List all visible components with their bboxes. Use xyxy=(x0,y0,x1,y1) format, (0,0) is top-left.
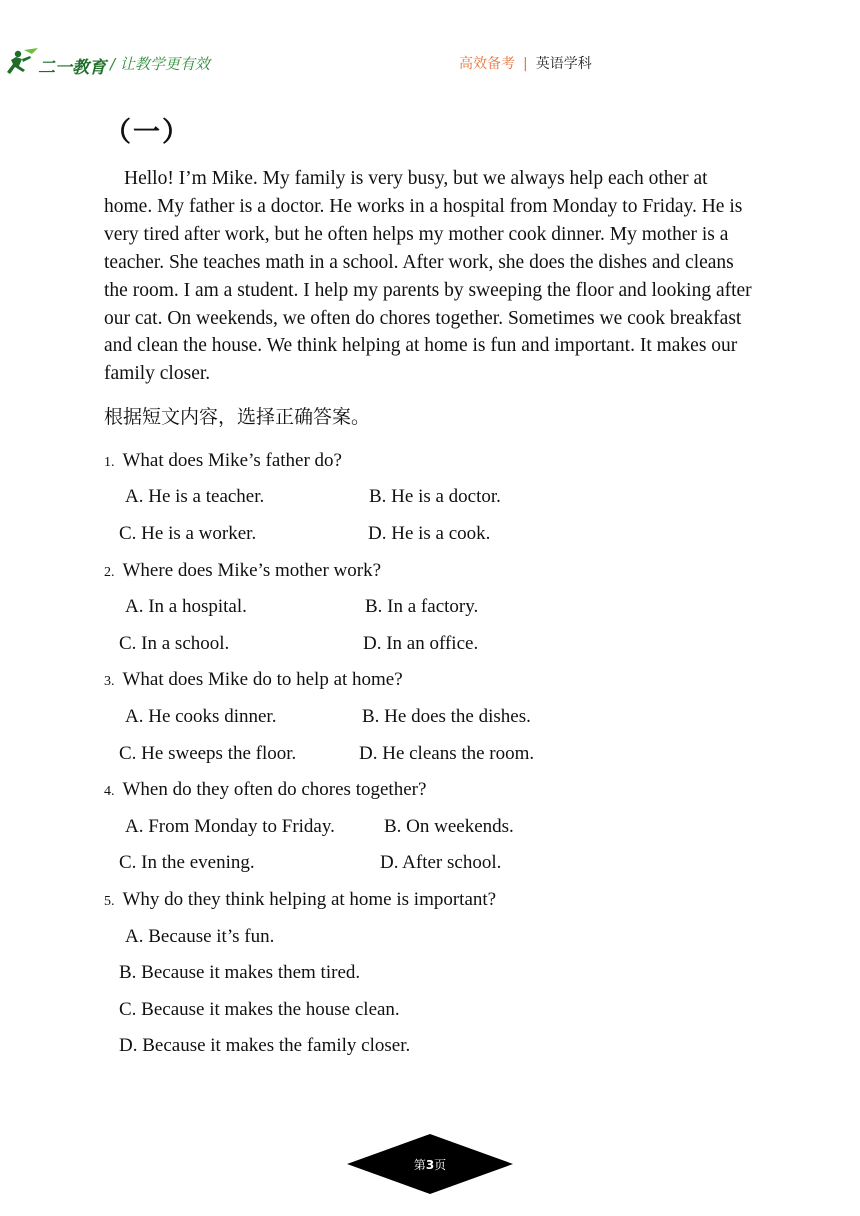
question-text: What does Mike do to help at home? xyxy=(122,669,403,690)
question-number: 1. xyxy=(104,455,115,470)
page-footer xyxy=(347,1134,513,1194)
runner-logo-icon xyxy=(2,46,112,80)
svg-text:二一教育: 二一教育 xyxy=(38,58,106,78)
page-number: 第3页 xyxy=(413,1158,447,1172)
option-3c: C. He sweeps the floor. xyxy=(119,743,297,764)
option-5a: A. Because it’s fun. xyxy=(125,926,275,947)
question-number: 4. xyxy=(104,784,115,799)
option-1d: D. He is a cook. xyxy=(368,523,491,544)
question-2 xyxy=(104,560,381,582)
option-1c: C. He is a worker. xyxy=(119,523,257,544)
option-3a: A. He cooks dinner. xyxy=(125,706,277,727)
reading-passage: Hello! I’m Mike. My family is very busy, but we always help each other at home. My father is a doctor. He works in a hospital from Monday to Friday. He is very tired after work, but he often helps my mother cook dinner. My mother is a teacher. She teaches math in a school. After work, she does the dishes and cleans the room. I am a student. I help my parents by sweeping the floor and looking after our cat. On weekends, we often do chores together. Sometimes we cook breakfast and clean the house. We think helping at home is fun and important. It makes our family closer. xyxy=(104,168,752,385)
option-2a: A. In a hospital. xyxy=(125,596,247,617)
option-3b: B. He does the dishes. xyxy=(362,706,531,727)
slogan: / 让教学更有效 xyxy=(110,55,210,73)
option-5b: B. Because it makes them tired. xyxy=(119,962,361,983)
question-text: Why do they think helping at home is important? xyxy=(122,889,497,910)
question-number: 2. xyxy=(104,565,115,580)
header-meta xyxy=(459,53,592,73)
option-1b: B. He is a doctor. xyxy=(369,486,501,507)
question-text: What does Mike’s father do? xyxy=(122,450,342,471)
option-2d: D. In an office. xyxy=(363,633,479,654)
section-title: （一） xyxy=(104,117,191,148)
option-5c: C. Because it makes the house clean. xyxy=(119,999,400,1020)
header-separator: | xyxy=(523,56,528,72)
page-number-value: 3 xyxy=(425,1158,435,1172)
option-4b: B. On weekends. xyxy=(384,816,514,837)
question-text: Where does Mike’s mother work? xyxy=(122,560,382,581)
option-2b: B. In a factory. xyxy=(365,596,479,617)
question-number: 5. xyxy=(104,894,115,909)
exam-label: 高效备考 xyxy=(459,56,515,72)
option-5d: D. Because it makes the family closer. xyxy=(119,1035,411,1056)
page-header xyxy=(0,42,860,82)
option-2c: C. In a school. xyxy=(119,633,230,654)
subject-label: 英语学科 xyxy=(535,56,592,72)
logo xyxy=(2,46,112,80)
option-4c: C. In the evening. xyxy=(119,852,255,873)
question-5 xyxy=(104,889,496,911)
question-1 xyxy=(104,450,342,472)
option-3d: D. He cleans the room. xyxy=(359,743,535,764)
option-1a: A. He is a teacher. xyxy=(125,486,265,507)
question-3 xyxy=(104,669,403,691)
question-4 xyxy=(104,779,426,801)
question-text: When do they often do chores together? xyxy=(122,779,427,800)
option-4d: D. After school. xyxy=(380,852,502,873)
instruction: 根据短文内容，选择正确答案。 xyxy=(104,406,371,428)
question-number: 3. xyxy=(104,674,115,689)
option-4a: A. From Monday to Friday. xyxy=(125,816,335,837)
